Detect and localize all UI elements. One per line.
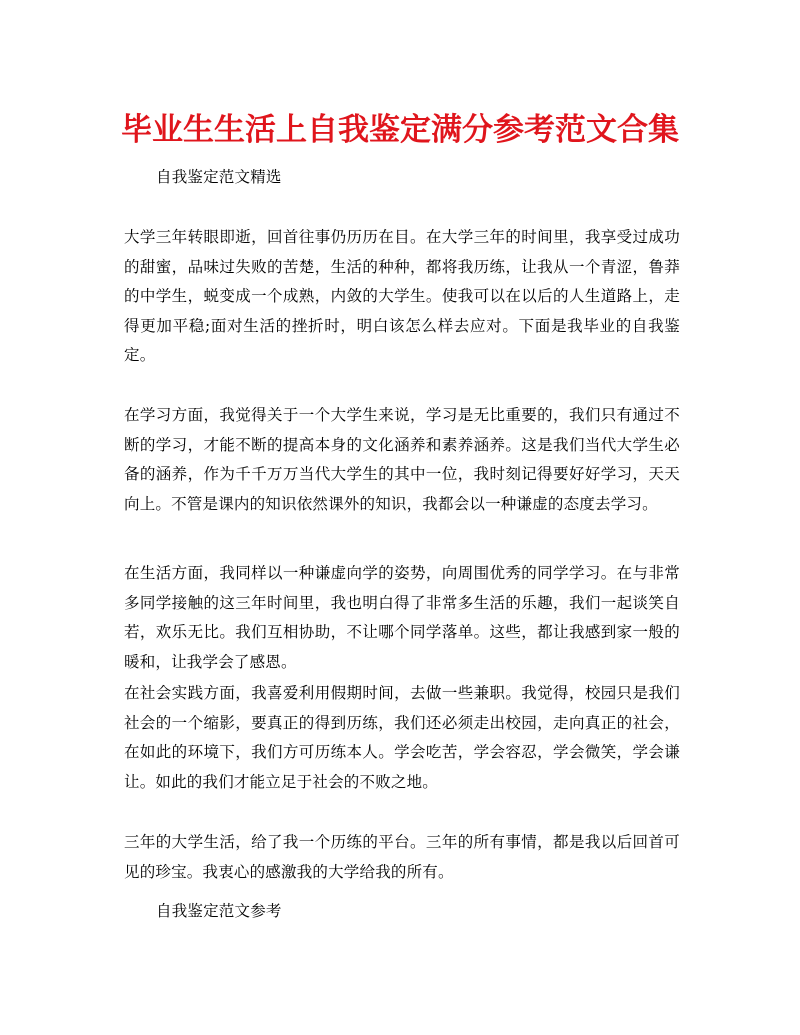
document-title: 毕业生生活上自我鉴定满分参考范文合集	[121, 112, 679, 148]
paragraph-social-practice: 在社会实践方面，我喜爱利用假期时间，去做一些兼职。我觉得，校园只是我们社会的一个缩影，要真正的得到历练，我们还必须走出校园，走向真正的社会，在如此的环境下，我们方可历练本人。学会吃苦，学会容忍，学会微笑，学会谦让。如此的我们才能立足于社会的不败之地。	[124, 684, 680, 791]
paragraph-intro: 大学三年转眼即逝，回首往事仍历历在目。在大学三年的时间里，我享受过成功的甜蜜，品味过失败的苦楚，生活的种种，都将我历练，让我从一个青涩，鲁莽的中学生，蜕变成一个成熟，内敛的大学生。使我可以在以后的人生道路上，走得更加平稳;面对生活的挫折时，明白该怎么样去应对。下面是我毕业的自我鉴定。	[124, 228, 680, 364]
paragraph-conclusion: 三年的大学生活，给了我一个历练的平台。三年的所有事情，都是我以后回首可见的珍宝。我衷心的感激我的大学给我的所有。	[124, 833, 680, 881]
section-heading-selected-samples: 自我鉴定范文精选	[156, 168, 282, 186]
section-heading-reference-samples: 自我鉴定范文参考	[156, 902, 282, 920]
paragraph-study: 在学习方面，我觉得关于一个大学生来说，学习是无比重要的，我们只有通过不断的学习，才能不断的提高本身的文化涵养和素养涵养。这是我们当代大学生必备的涵养，作为千千万万当代大学生的其中一位，我时刻记得要好好学习，天天向上。不管是课内的知识依然课外的知识，我都会以一种谦虚的态度去学习。	[124, 406, 680, 513]
paragraph-life: 在生活方面，我同样以一种谦虚向学的姿势，向周围优秀的同学学习。在与非常多同学接触的这三年时间里，我也明白得了非常多生活的乐趣，我们一起谈笑自若，欢乐无比。我们互相协助，不让哪个同学落单。这些，都让我感到家一般的暖和，让我学会了感恩。	[124, 564, 680, 671]
